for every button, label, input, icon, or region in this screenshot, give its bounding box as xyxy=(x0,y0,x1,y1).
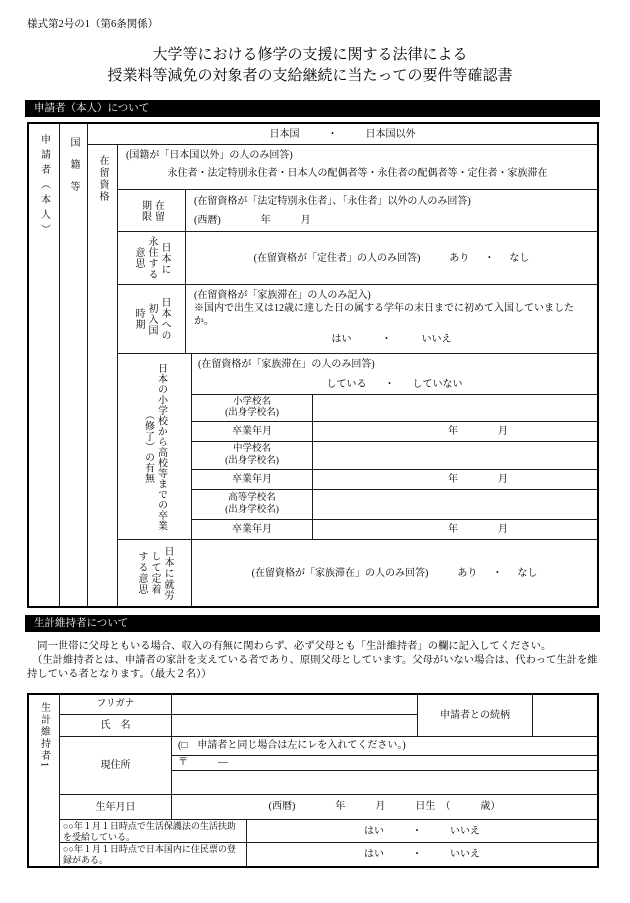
furigana-label: フリガナ xyxy=(60,695,172,715)
nationality-row xyxy=(88,124,597,145)
applicant-column xyxy=(29,124,60,606)
supporter-table xyxy=(27,693,599,868)
junior-high-grad-label-cell: 卒業年月 xyxy=(192,470,313,490)
supporter-side-column xyxy=(29,695,60,866)
school-history-label: 日本の小学校から高校等までの卒業 （修了）の有無 xyxy=(142,362,167,531)
supporter-note-line2: （生計維持者とは、申請者の家計を支えている者であり、原則父母としています。父母がいない場合は、代わって生計を維持している者となります。（最大２名）） xyxy=(27,654,598,680)
junior-high-grad-input-cell[interactable]: 年 月 xyxy=(313,470,597,490)
residence-period-label: 在留 期限 xyxy=(139,199,164,222)
page-title xyxy=(0,45,620,87)
residency-question: ○○年１月１日時点で日本国内に住民票の登録がある。 xyxy=(60,843,247,866)
relation-label: 申請者との続柄 xyxy=(418,695,533,737)
elementary-school-input-cell[interactable] xyxy=(313,395,597,422)
name-label: 氏 名 xyxy=(60,715,172,737)
school-history-no[interactable]: していない xyxy=(412,379,463,390)
nationality-option-japan[interactable]: 日本国 xyxy=(269,128,300,140)
work-intent-cell xyxy=(192,540,597,606)
birth-date-input-cell[interactable]: (西暦) 年 月 日生 （ 歳） xyxy=(172,795,597,820)
first-entry-cell xyxy=(186,285,597,354)
nationality-column xyxy=(60,124,88,606)
permanent-intent-no[interactable]: なし xyxy=(509,252,530,264)
permanent-intent-separator: ・ xyxy=(484,252,495,264)
school-history-yes[interactable]: している xyxy=(326,379,367,390)
welfare-yes[interactable]: はい xyxy=(364,825,384,837)
address-input-cell[interactable] xyxy=(172,771,597,795)
residence-status-column xyxy=(88,145,118,606)
high-school-label-cell: 高等学校名 (出身学校名) xyxy=(192,490,313,520)
applicant-table xyxy=(27,122,599,608)
section-header-supporter: 生計維持者について xyxy=(25,615,600,632)
school-history-note: (在留資格が「家族滞在」の人のみ回答) xyxy=(198,359,375,370)
welfare-separator: ・ xyxy=(412,825,422,837)
supporter-notes xyxy=(27,640,601,681)
permanent-intent-label: 日本に 永住する 意思 xyxy=(133,236,170,280)
furigana-input-cell[interactable] xyxy=(172,695,418,715)
residency-yes[interactable]: はい xyxy=(364,849,384,860)
elementary-grad-input-cell[interactable]: 年 月 xyxy=(313,422,597,442)
work-intent-yes[interactable]: あり xyxy=(457,567,478,579)
school-history-header-cell xyxy=(192,354,597,395)
supporter-note-line1: 同一世帯に父母ともいる場合、収入の有無に関わらず、必ず父母とも「生計維持者」の欄に記入してください。 xyxy=(27,641,552,652)
high-school-grad-label-cell: 卒業年月 xyxy=(192,520,313,540)
same-address-checkbox-row[interactable]: (□ 申請者と同じ場合は左にレを入れてください。) xyxy=(172,737,597,756)
first-entry-no[interactable]: いいえ xyxy=(421,334,452,345)
page-title-line1: 大学等における修学の支援に関する法律による xyxy=(152,47,468,63)
section-header-applicant: 申請者（本人）について xyxy=(25,100,600,117)
residence-status-note: (国籍が「日本国以外」の人のみ回答) xyxy=(126,150,293,161)
nationality-separator: ・ xyxy=(327,128,338,140)
residence-period-label-cell xyxy=(118,190,186,232)
supporter-side-label: 生計維持者1 xyxy=(38,702,50,769)
permanent-intent-note: (在留資格が「定住者」の人のみ回答) xyxy=(253,252,421,264)
relation-input-cell[interactable] xyxy=(533,695,597,737)
address-label: 現住所 xyxy=(60,737,172,795)
first-entry-label: 日本への 初入国 時期 xyxy=(133,297,170,341)
applicant-column-label: 申請者（本人） xyxy=(38,134,50,239)
elementary-grad-label-cell: 卒業年月 xyxy=(192,422,313,442)
residence-period-cell xyxy=(186,190,597,232)
first-entry-separator: ・ xyxy=(381,334,392,345)
first-entry-note: (在留資格が「家族滞在」の人のみ記入) xyxy=(194,290,371,301)
permanent-intent-label-cell xyxy=(118,232,186,285)
junior-high-label-cell: 中学校名 (出身学校名) xyxy=(192,442,313,470)
residence-status-row xyxy=(118,145,597,190)
high-school-input-cell[interactable] xyxy=(313,490,597,520)
work-intent-note: (在留資格が「家族滞在」の人のみ回答) xyxy=(251,567,429,579)
welfare-no[interactable]: いいえ xyxy=(450,825,480,837)
nationality-column-label: 国籍等 xyxy=(68,137,79,203)
residence-period-entry[interactable]: (西暦) 年 月 xyxy=(194,215,311,226)
junior-high-input-cell[interactable] xyxy=(313,442,597,470)
residence-period-note: (在留資格が「法定特別永住者」、「永住者」以外の人のみ回答) xyxy=(194,196,471,207)
work-intent-label: 日本に就労 して定着 する意思 xyxy=(136,545,173,601)
postal-code-row[interactable]: 〒 ― xyxy=(172,756,597,771)
page-title-line2: 授業料等減免の対象者の支給継続に当たっての要件等確認書 xyxy=(107,68,513,84)
birth-date-label: 生年月日 xyxy=(60,795,172,820)
welfare-answer xyxy=(247,820,597,843)
residence-status-options[interactable]: 永住者・法定特別永住者・日本人の配偶者等・永住者の配偶者等・定住者・家族滞在 xyxy=(167,168,548,179)
name-input-cell[interactable] xyxy=(172,715,418,737)
first-entry-label-cell xyxy=(118,285,186,354)
first-entry-yes[interactable]: はい xyxy=(331,334,352,345)
school-history-separator: ・ xyxy=(384,379,395,390)
work-intent-label-cell xyxy=(118,540,192,606)
work-intent-separator: ・ xyxy=(492,567,503,579)
welfare-question: ○○年１月１日時点で生活保護法の生活扶助を受給している。 xyxy=(60,820,247,843)
residency-separator: ・ xyxy=(412,849,422,860)
first-entry-answer xyxy=(194,333,589,346)
permanent-intent-cell xyxy=(186,232,597,285)
permanent-intent-yes[interactable]: あり xyxy=(449,252,470,264)
residency-no[interactable]: いいえ xyxy=(450,849,480,860)
elementary-school-label-cell: 小学校名 (出身学校名) xyxy=(192,395,313,422)
school-history-label-cell xyxy=(118,354,192,540)
work-intent-no[interactable]: なし xyxy=(517,567,538,579)
residency-answer xyxy=(247,843,597,866)
high-school-grad-input-cell[interactable]: 年 月 xyxy=(313,520,597,540)
nationality-option-non-japan[interactable]: 日本国以外 xyxy=(365,128,416,140)
school-history-answer xyxy=(192,378,597,391)
form-number: 様式第2号の1（第6条関係） xyxy=(27,19,159,30)
residence-status-column-label: 在留資格 xyxy=(97,155,108,203)
first-entry-question: ※国内で出生又は12歳に達した日の属する学年の末日までに初めて入国していましたか。 xyxy=(194,303,574,327)
